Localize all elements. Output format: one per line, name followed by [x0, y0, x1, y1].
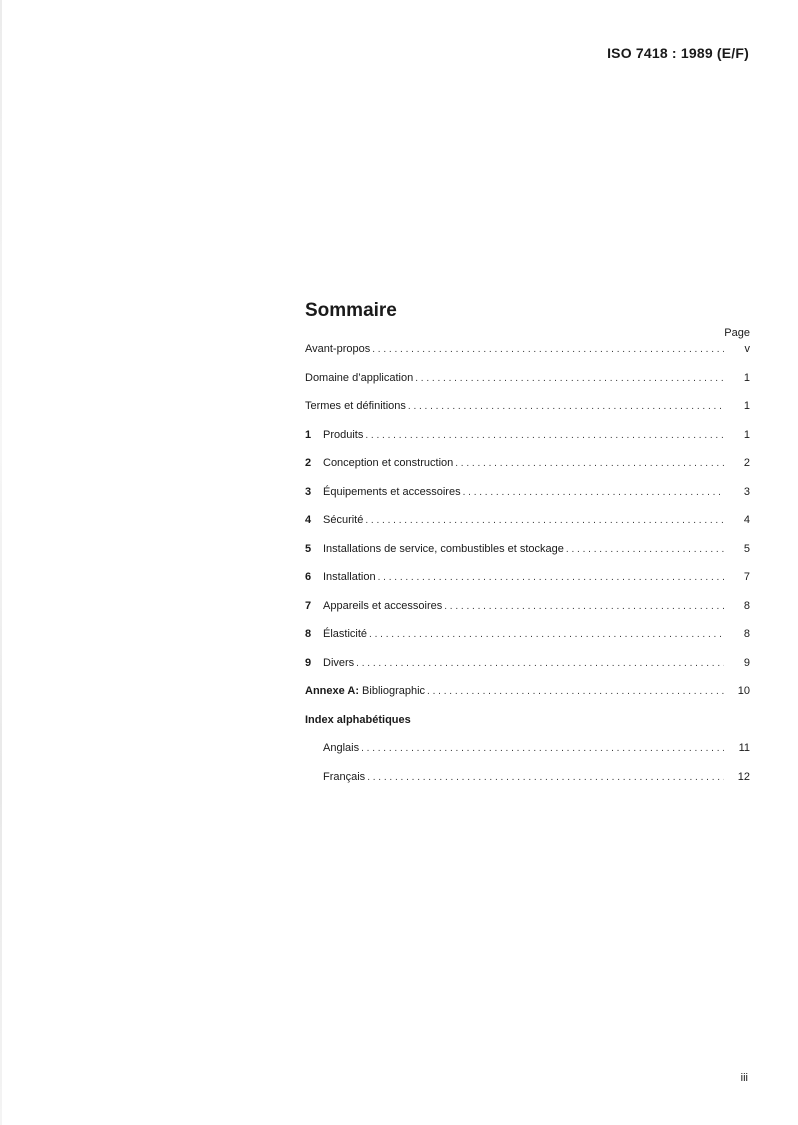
- toc-entry-page: 5: [743, 542, 750, 555]
- index-heading: Index alphabétiques: [305, 713, 411, 726]
- toc-entry-page: 8: [743, 628, 750, 640]
- toc-entry-page: 3: [743, 485, 750, 498]
- toc-entry[interactable]: [305, 456, 750, 485]
- toc-title: Sommaire: [305, 300, 397, 321]
- toc-entry-label: Élasticité: [323, 628, 368, 640]
- toc-entry-number: 3: [305, 485, 312, 498]
- toc-entry-list: [305, 342, 750, 684]
- toc-entry-label: Appareils et accessoires: [323, 599, 443, 612]
- toc-entry[interactable]: [305, 513, 750, 542]
- toc-entry-label: Installations de service, combustibles et stockage: [323, 542, 564, 555]
- toc-entry-number: 5: [305, 542, 312, 555]
- toc-entry-page: 9: [743, 656, 750, 669]
- page-number: iii: [740, 1072, 748, 1084]
- toc-entry-label: Équipements et accessoires: [323, 485, 461, 498]
- toc-entry[interactable]: [305, 428, 750, 457]
- toc-entry-label: Divers: [323, 656, 355, 669]
- toc-entry-label: Français: [323, 770, 366, 783]
- toc-entry-page: 11: [738, 742, 750, 754]
- dot-leader: [566, 543, 724, 557]
- toc-entry[interactable]: [305, 485, 750, 514]
- toc-entry[interactable]: [305, 342, 750, 371]
- toc-entry-annex[interactable]: [305, 684, 750, 713]
- annex-title: Bibliographic: [359, 685, 426, 697]
- toc-entry[interactable]: [305, 627, 750, 656]
- toc-entry-page: 10: [737, 685, 750, 697]
- toc-entry-page: 1: [743, 400, 750, 412]
- toc-entry-label: [305, 684, 425, 698]
- dot-leader: [455, 457, 724, 471]
- toc-entry-number: 4: [305, 514, 312, 526]
- toc-entry-number: 9: [305, 656, 312, 669]
- toc-entry-label: Installation: [323, 571, 376, 583]
- toc-entry-page: 12: [737, 770, 750, 783]
- dot-leader: [415, 372, 724, 386]
- dot-leader: [427, 685, 724, 699]
- toc-entry[interactable]: [305, 656, 750, 685]
- toc-entry[interactable]: [305, 599, 750, 628]
- toc-entry-index[interactable]: [305, 741, 750, 770]
- dot-leader: [365, 514, 724, 528]
- toc-entry-index[interactable]: [305, 770, 750, 799]
- dot-leader: [444, 600, 724, 614]
- toc-entry-label: Termes et définitions: [305, 400, 406, 412]
- dot-leader: [365, 429, 724, 443]
- dot-leader: [369, 628, 724, 642]
- table-of-contents: [305, 298, 750, 798]
- dot-leader: [367, 771, 724, 785]
- toc-entry-page: 8: [743, 599, 750, 612]
- toc-entry-page: v: [744, 343, 750, 355]
- toc-entry-number: 2: [305, 457, 312, 469]
- toc-entry[interactable]: [305, 399, 750, 428]
- toc-entry-page: 7: [743, 571, 750, 583]
- dot-leader: [372, 343, 724, 357]
- toc-entry-label: Produits: [323, 428, 364, 441]
- annex-prefix: Annexe A:: [305, 685, 359, 697]
- dot-leader: [356, 657, 724, 671]
- toc-entry-page: 1: [743, 428, 750, 441]
- toc-entry-number: 8: [305, 628, 312, 640]
- page-column-label: Page: [724, 327, 750, 339]
- dot-leader: [408, 400, 724, 414]
- toc-entry[interactable]: [305, 570, 750, 599]
- toc-entry[interactable]: [305, 542, 750, 571]
- dot-leader: [361, 742, 724, 756]
- toc-entry-number: 1: [305, 428, 312, 441]
- toc-entry-page: 4: [743, 514, 750, 526]
- toc-entry-page: 2: [743, 457, 750, 469]
- dot-leader: [378, 571, 724, 585]
- toc-entry-label: Anglais: [323, 742, 360, 754]
- toc-entry-page: 1: [743, 371, 750, 384]
- index-heading-row: [305, 713, 750, 742]
- toc-entry-label: Conception et construction: [323, 457, 454, 469]
- toc-entry-label: Domaine d’application: [305, 371, 414, 384]
- toc-entry[interactable]: [305, 371, 750, 400]
- dot-leader: [463, 486, 724, 500]
- toc-entry-label: Sécurité: [323, 514, 364, 526]
- toc-entry-number: 7: [305, 599, 312, 612]
- toc-entry-label: Avant-propos: [305, 343, 371, 355]
- page-edge: [0, 0, 2, 1125]
- standard-reference: ISO 7418 : 1989 (E/F): [607, 45, 749, 61]
- toc-entry-number: 6: [305, 571, 312, 583]
